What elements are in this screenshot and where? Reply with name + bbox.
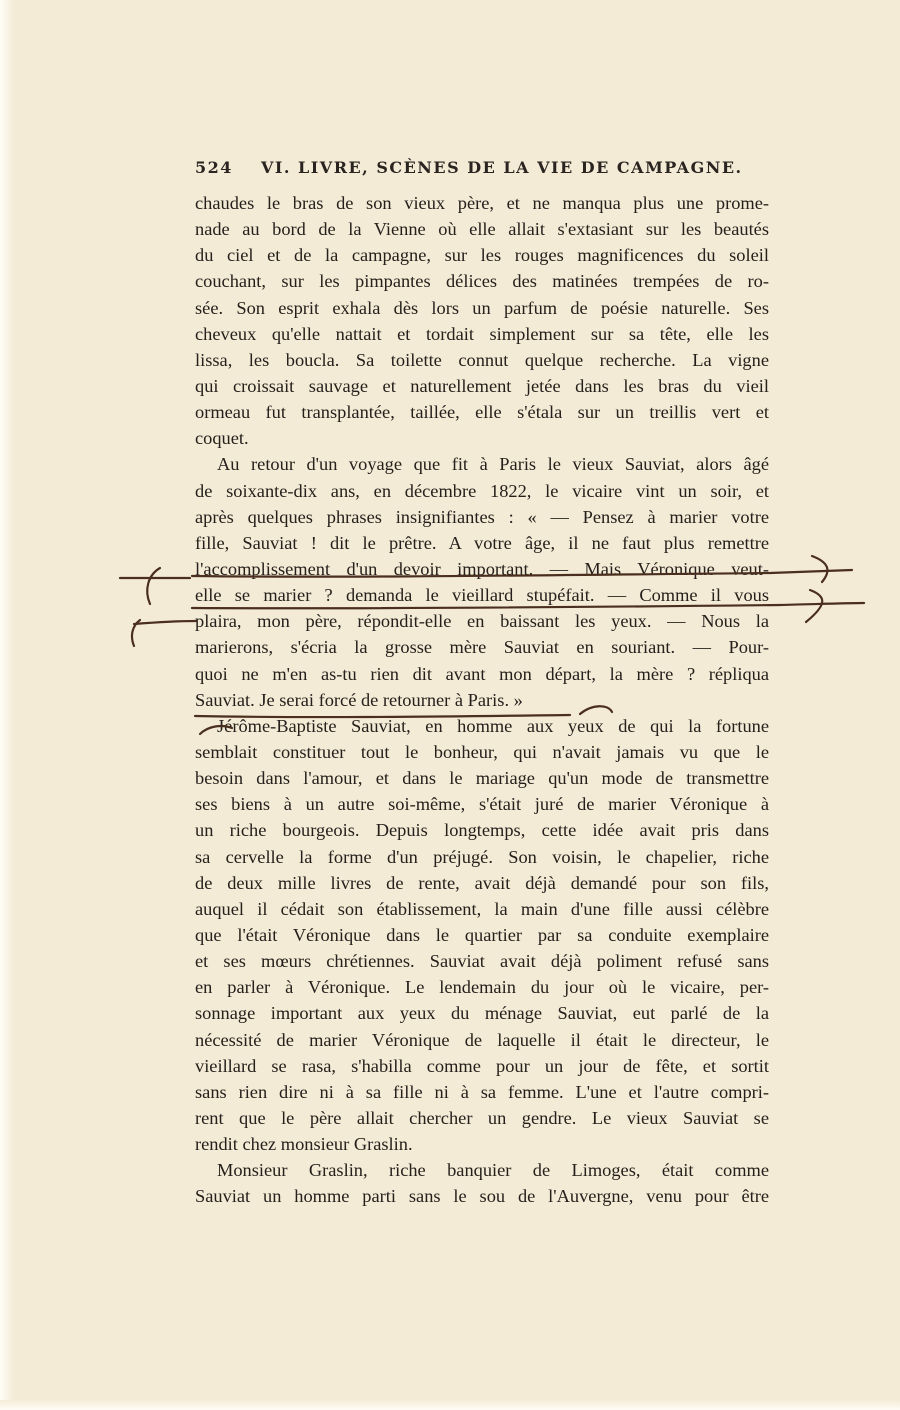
text-line: Jérôme-Baptiste Sauviat, en homme aux yeux de qui la fortune xyxy=(217,715,769,736)
text-line: plaira, mon père, répondit-elle en baissant les yeux. — Nous la xyxy=(195,611,769,632)
text-line: que l'était Véronique dans le quartier par sa conduite exemplaire xyxy=(195,924,769,945)
text-line: un riche bourgeois. Depuis longtemps, cette idée avait pris dans xyxy=(195,820,769,841)
text-line: fille, Sauviat ! dit le prêtre. A votre âge, il ne faut plus remettre xyxy=(195,532,769,553)
text-line: en parler à Véronique. Le lendemain du jour où le vicaire, per- xyxy=(195,977,769,998)
text-line: coquet. xyxy=(195,428,249,449)
underline-mark xyxy=(134,621,196,624)
text-line: après quelques phrases insignifiantes : « — Pensez à marier votre xyxy=(195,506,769,527)
text-line: cheveux qu'elle nattait et tordait simplement sur sa tête, elle les xyxy=(195,323,769,344)
text-line: elle se marier ? demanda le vieillard stupéfait. — Comme il vous xyxy=(195,585,769,606)
text-line: couchant, sur les pimpantes délices des matinées trempées de ro- xyxy=(195,271,769,292)
text-line: ses biens à un autre soi-même, s'était juré de marier Véronique à xyxy=(195,794,769,815)
text-line: auquel il cédait son établissement, la main d'une fille aussi célèbre xyxy=(195,898,769,919)
text-line: Au retour d'un voyage que fit à Paris le vieux Sauviat, alors âgé xyxy=(217,454,769,475)
text-line: qui croissait sauvage et naturellement jetée dans les bras du vieil xyxy=(195,375,769,396)
text-line: Sauviat un homme parti sans le sou de l'Auvergne, venu pour être xyxy=(195,1186,769,1207)
text-line: de soixante-dix ans, en décembre 1822, le vicaire vint un soir, et xyxy=(195,480,769,501)
text-line: semblait constituer tout le bonheur, qui n'avait jamais vu que le xyxy=(195,741,769,762)
page-edge-bottom xyxy=(0,1400,900,1410)
text-line: sée. Son esprit exhala dès lors un parfum de poésie naturelle. Ses xyxy=(195,297,769,318)
bracket-right-mark xyxy=(812,556,827,582)
text-line: nade au bord de la Vienne où elle allait s'extasiant sur les beautés xyxy=(195,219,769,240)
text-line: marierons, s'écria la grosse mère Sauviat en souriant. — Pour- xyxy=(195,637,769,658)
page-number: 524 xyxy=(195,158,233,177)
text-line: sans rien dire ni à sa fille ni à sa femme. L'une et l'autre compri- xyxy=(195,1081,769,1102)
text-line: rendit chez monsieur Graslin. xyxy=(195,1134,413,1155)
body-text xyxy=(195,190,769,1209)
text-line: et ses mœurs chrétiennes. Sauviat avait déjà poliment refusé sans xyxy=(195,951,769,972)
text-line: ormeau fut transplantée, taillée, elle s'étala sur un treillis vert et xyxy=(195,402,769,423)
bracket-right-mark xyxy=(806,590,822,622)
text-line: de deux mille livres de rente, avait déjà demandé pour son fils, xyxy=(195,872,769,893)
page-header xyxy=(195,158,775,184)
text-line: quoi ne m'en as-tu rien dit avant mon départ, la mère ? répliqua xyxy=(195,663,769,684)
text-line: vieillard se rasa, s'habilla comme pour un jour de fête, et sortit xyxy=(195,1055,769,1076)
text-line: rent que le père allait chercher un gendre. Le vieux Sauviat se xyxy=(195,1107,769,1128)
text-line: nécessité de marier Véronique de laquelle il était le directeur, le xyxy=(195,1029,769,1050)
page-edge-left xyxy=(0,0,14,1410)
text-line: besoin dans l'amour, et dans le mariage qu'un mode de transmettre xyxy=(195,768,769,789)
text-line: chaudes le bras de son vieux père, et ne manqua plus une prome- xyxy=(195,193,769,213)
margin-curve-left xyxy=(132,620,140,646)
text-line: lissa, les boucla. Sa toilette connut quelque recherche. La vigne xyxy=(195,349,769,370)
running-title: VI. LIVRE, SCÈNES DE LA VIE DE CAMPAGNE. xyxy=(261,158,743,177)
text-line: sa cervelle la forme d'un préjugé. Son voisin, le chapelier, riche xyxy=(195,846,769,867)
text-line: Monsieur Graslin, riche banquier de Limoges, était comme xyxy=(217,1160,769,1181)
text-line: l'accomplissement d'un devoir important. — Mais Véronique veut- xyxy=(195,558,769,579)
text-line: du ciel et de la campagne, sur les rouges magnificences du soleil xyxy=(195,245,769,266)
text-line: sonnage important aux yeux du ménage Sauviat, eut parlé de la xyxy=(195,1003,769,1024)
text-line: Sauviat. Je serai forcé de retourner à Paris. » xyxy=(195,689,523,710)
margin-curve-left xyxy=(147,568,160,604)
